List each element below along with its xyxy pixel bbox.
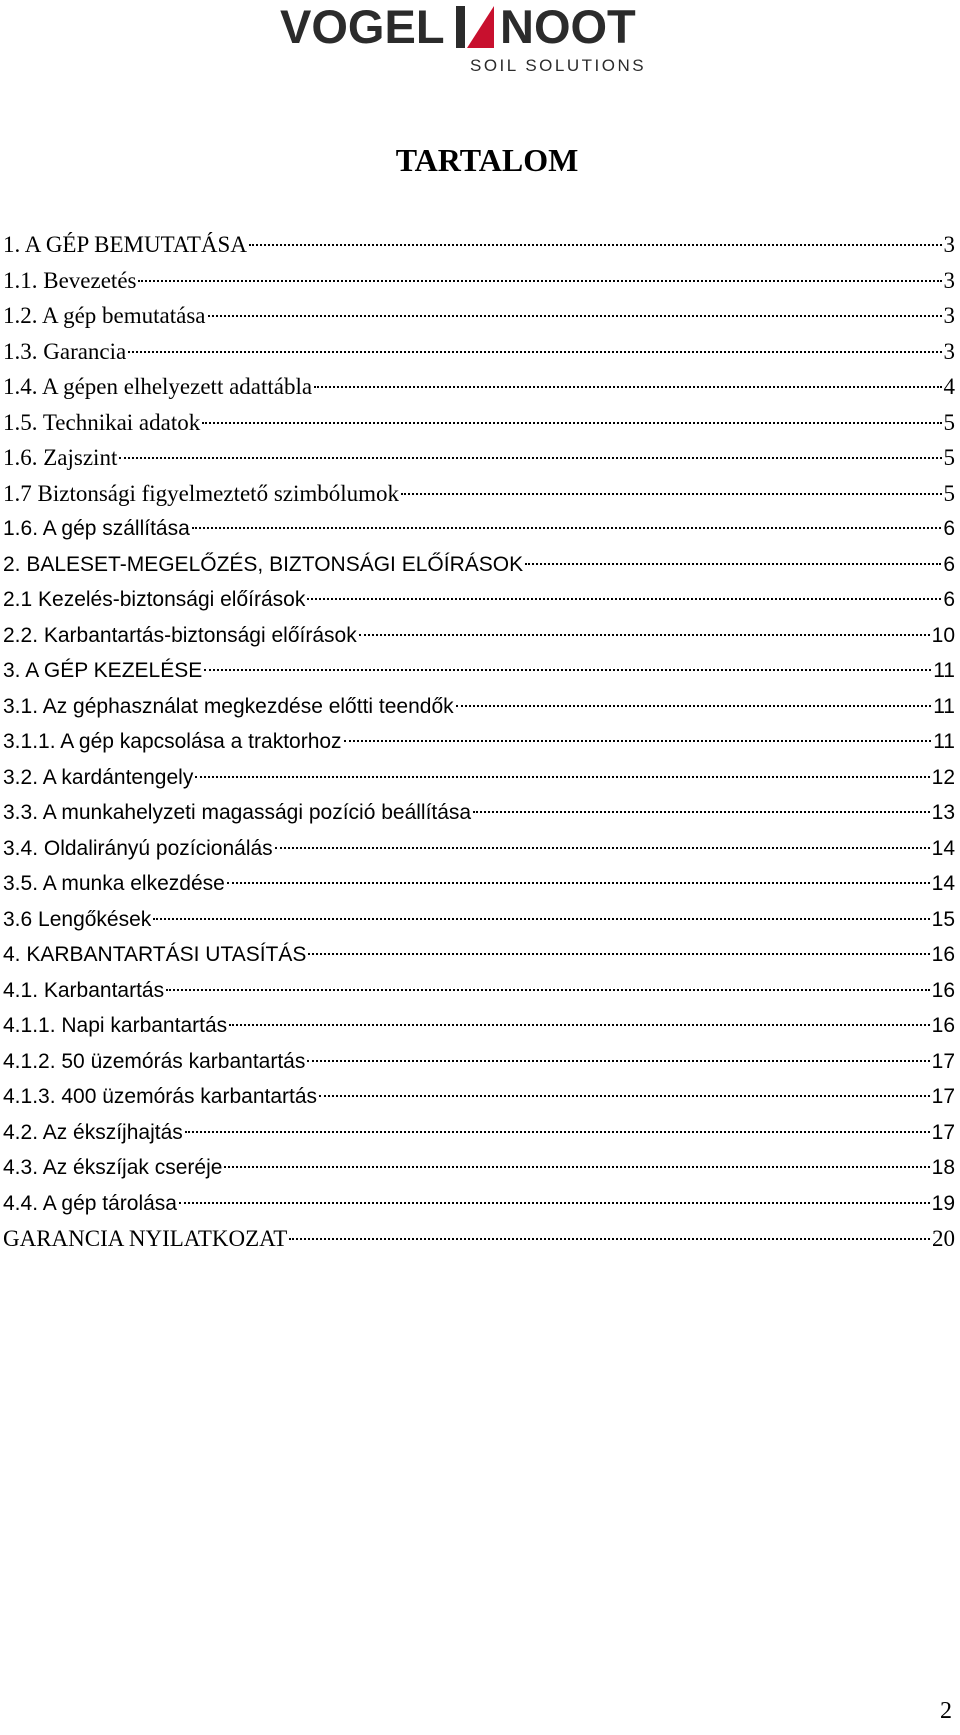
toc-dot-leader: [473, 811, 930, 813]
toc-entry-page-number: 15: [931, 907, 955, 931]
toc-dot-leader: [224, 1166, 929, 1168]
toc-entry-page-number: 11: [933, 694, 955, 718]
toc-entry-label: 1.4. A gépen elhelyezett adattábla: [3, 374, 313, 399]
toc-entry-label: 3.1.1. A gép kapcsolása a traktorhoz: [3, 730, 342, 753]
toc-entry[interactable]: [3, 1115, 955, 1151]
logo-mark-icon: [456, 6, 494, 48]
toc-entry-page-number: 4: [943, 374, 955, 399]
toc-entry-label: 1.1. Bevezetés: [3, 267, 137, 293]
toc-dot-leader: [401, 493, 941, 495]
logo-brand-right: NOOT: [500, 0, 636, 53]
logo-tagline: SOIL SOLUTIONS: [470, 56, 647, 75]
toc-entry-label: 3. A GÉP KEZELÉSE: [3, 659, 203, 682]
toc-entry[interactable]: [3, 973, 955, 1009]
toc-dot-leader: [166, 989, 930, 991]
toc-entry-page-number: 6: [943, 517, 955, 540]
toc-entry-label: 1.2. A gép bemutatása: [3, 303, 206, 328]
toc-entry-label: 4.2. Az ékszíjhajtás: [3, 1120, 183, 1144]
table-of-contents: [3, 227, 955, 1257]
toc-entry-page-number: 11: [933, 730, 955, 753]
toc-entry[interactable]: [3, 405, 955, 441]
toc-entry-label: 1.5. Technikai adatok: [3, 409, 201, 435]
toc-dot-leader: [307, 1060, 929, 1062]
page-title: TARTALOM: [395, 142, 579, 178]
toc-entry-label: 4.3. Az ékszíjak cseréje: [3, 1156, 223, 1179]
toc-dot-leader: [275, 847, 930, 849]
toc-entry-page-number: 10: [931, 623, 955, 647]
toc-entry-label: 2. BALESET-MEGELŐZÉS, BIZTONSÁGI ELŐÍRÁSOK: [3, 552, 524, 576]
toc-entry-label: 1.3. Garancia: [3, 338, 127, 364]
toc-entry[interactable]: [3, 511, 955, 547]
toc-entry[interactable]: [3, 724, 955, 760]
toc-entry[interactable]: [3, 298, 955, 334]
toc-dot-leader: [128, 351, 941, 353]
toc-entry[interactable]: [3, 1150, 955, 1186]
toc-dot-leader: [308, 953, 929, 955]
toc-entry[interactable]: [3, 618, 955, 654]
toc-entry[interactable]: [3, 866, 955, 902]
toc-entry-page-number: 17: [931, 1085, 955, 1108]
toc-entry-page-number: 3: [943, 303, 955, 328]
toc-entry-page-number: 5: [943, 445, 955, 470]
toc-entry-page-number: 5: [943, 480, 955, 506]
toc-entry-page-number: 5: [943, 409, 955, 435]
toc-dot-leader: [359, 634, 930, 636]
toc-dot-leader: [185, 1131, 930, 1133]
toc-entry[interactable]: [3, 1008, 955, 1044]
toc-entry[interactable]: [3, 440, 955, 476]
toc-dot-leader: [525, 563, 941, 565]
vogel-noot-logo: [272, 0, 692, 82]
toc-entry-page-number: 17: [931, 1120, 955, 1144]
toc-entry[interactable]: [3, 547, 955, 583]
toc-dot-leader: [344, 740, 932, 742]
toc-entry-label: 1.6. A gép szállítása: [3, 517, 190, 540]
toc-entry-label: 3.3. A munkahelyzeti magassági pozíció beállítása: [3, 801, 472, 824]
toc-entry[interactable]: [3, 263, 955, 299]
toc-entry-page-number: 3: [943, 267, 955, 293]
toc-entry-label: 3.4. Oldalirányú pozícionálás: [3, 836, 273, 860]
toc-entry-page-number: 11: [933, 659, 955, 682]
toc-dot-leader: [456, 705, 932, 707]
toc-entry-page-number: 19: [931, 1191, 955, 1215]
toc-entry-label: 2.1 Kezelés-biztonsági előírások: [3, 588, 306, 611]
toc-entry-label: 3.2. A kardántengely: [3, 765, 194, 789]
toc-entry[interactable]: [3, 1186, 955, 1222]
toc-entry[interactable]: [3, 831, 955, 867]
toc-entry[interactable]: [3, 653, 955, 689]
page-number: 2: [940, 1698, 952, 1724]
toc-entry[interactable]: [3, 1044, 955, 1080]
toc-entry[interactable]: [3, 334, 955, 370]
toc-dot-leader: [229, 1024, 930, 1026]
toc-dot-leader: [227, 882, 930, 884]
toc-entry-label: 4.1.2. 50 üzemórás karbantartás: [3, 1049, 306, 1073]
toc-entry[interactable]: [3, 1079, 955, 1115]
company-logo: [0, 0, 960, 90]
toc-entry[interactable]: [3, 902, 955, 938]
toc-entry-page-number: 3: [943, 232, 955, 257]
toc-entry[interactable]: [3, 227, 955, 263]
toc-entry-label: 3.5. A munka elkezdése: [3, 872, 225, 895]
toc-entry-page-number: 16: [931, 1014, 955, 1037]
toc-dot-leader: [307, 598, 941, 600]
toc-dot-leader: [192, 527, 942, 529]
logo-brand-left: VOGEL: [280, 0, 445, 53]
toc-dot-leader: [138, 280, 941, 282]
toc-entry[interactable]: [3, 1221, 955, 1257]
toc-entry[interactable]: [3, 689, 955, 725]
toc-entry-label: 1.6. Zajszint: [3, 445, 118, 470]
toc-entry-page-number: 14: [931, 836, 955, 860]
toc-entry-label: 3.1. Az géphasználat megkezdése előtti teendők: [3, 694, 454, 718]
toc-entry-label: 4.1. Karbantartás: [3, 978, 165, 1002]
toc-entry[interactable]: [3, 760, 955, 796]
toc-entry-page-number: 3: [943, 338, 955, 364]
toc-dot-leader: [195, 776, 929, 778]
toc-entry-label: 4.1.1. Napi karbantartás: [3, 1014, 228, 1037]
toc-entry-page-number: 13: [931, 801, 955, 824]
toc-entry[interactable]: [3, 369, 955, 405]
toc-entry-page-number: 6: [943, 552, 955, 576]
toc-entry-page-number: 12: [931, 765, 955, 789]
toc-entry-label: 4. KARBANTARTÁSI UTASÍTÁS: [3, 943, 307, 966]
toc-entry-page-number: 16: [931, 943, 955, 966]
toc-dot-leader: [179, 1202, 930, 1204]
toc-entry-label: 4.4. A gép tárolása: [3, 1191, 177, 1215]
toc-entry[interactable]: [3, 937, 955, 973]
toc-entry-label: GARANCIA NYILATKOZAT: [3, 1226, 288, 1251]
toc-dot-leader: [208, 315, 942, 317]
toc-dot-leader: [202, 422, 941, 424]
toc-entry-page-number: 6: [943, 588, 955, 611]
toc-dot-leader: [119, 457, 941, 459]
toc-entry[interactable]: [3, 795, 955, 831]
toc-entry-page-number: 17: [931, 1049, 955, 1073]
toc-entry-page-number: 16: [931, 978, 955, 1002]
toc-entry[interactable]: [3, 582, 955, 618]
toc-entry-label: 4.1.3. 400 üzemórás karbantartás: [3, 1085, 318, 1108]
toc-entry-page-number: 20: [932, 1226, 955, 1251]
toc-dot-leader: [153, 918, 929, 920]
toc-dot-leader: [204, 669, 931, 671]
toc-entry-label: 2.2. Karbantartás-biztonsági előírások: [3, 623, 357, 647]
toc-dot-leader: [249, 244, 942, 246]
toc-entry-label: 1.7 Biztonsági figyelmeztető szimbólumok: [3, 480, 400, 506]
toc-entry-page-number: 14: [931, 872, 955, 895]
toc-dot-leader: [319, 1095, 930, 1097]
toc-entry[interactable]: [3, 476, 955, 512]
toc-entry-page-number: 18: [931, 1156, 955, 1179]
toc-dot-leader: [314, 386, 941, 388]
toc-entry-label: 3.6 Lengőkések: [3, 907, 152, 931]
toc-dot-leader: [289, 1238, 930, 1240]
toc-entry-label: 1. A GÉP BEMUTATÁSA: [3, 232, 247, 257]
